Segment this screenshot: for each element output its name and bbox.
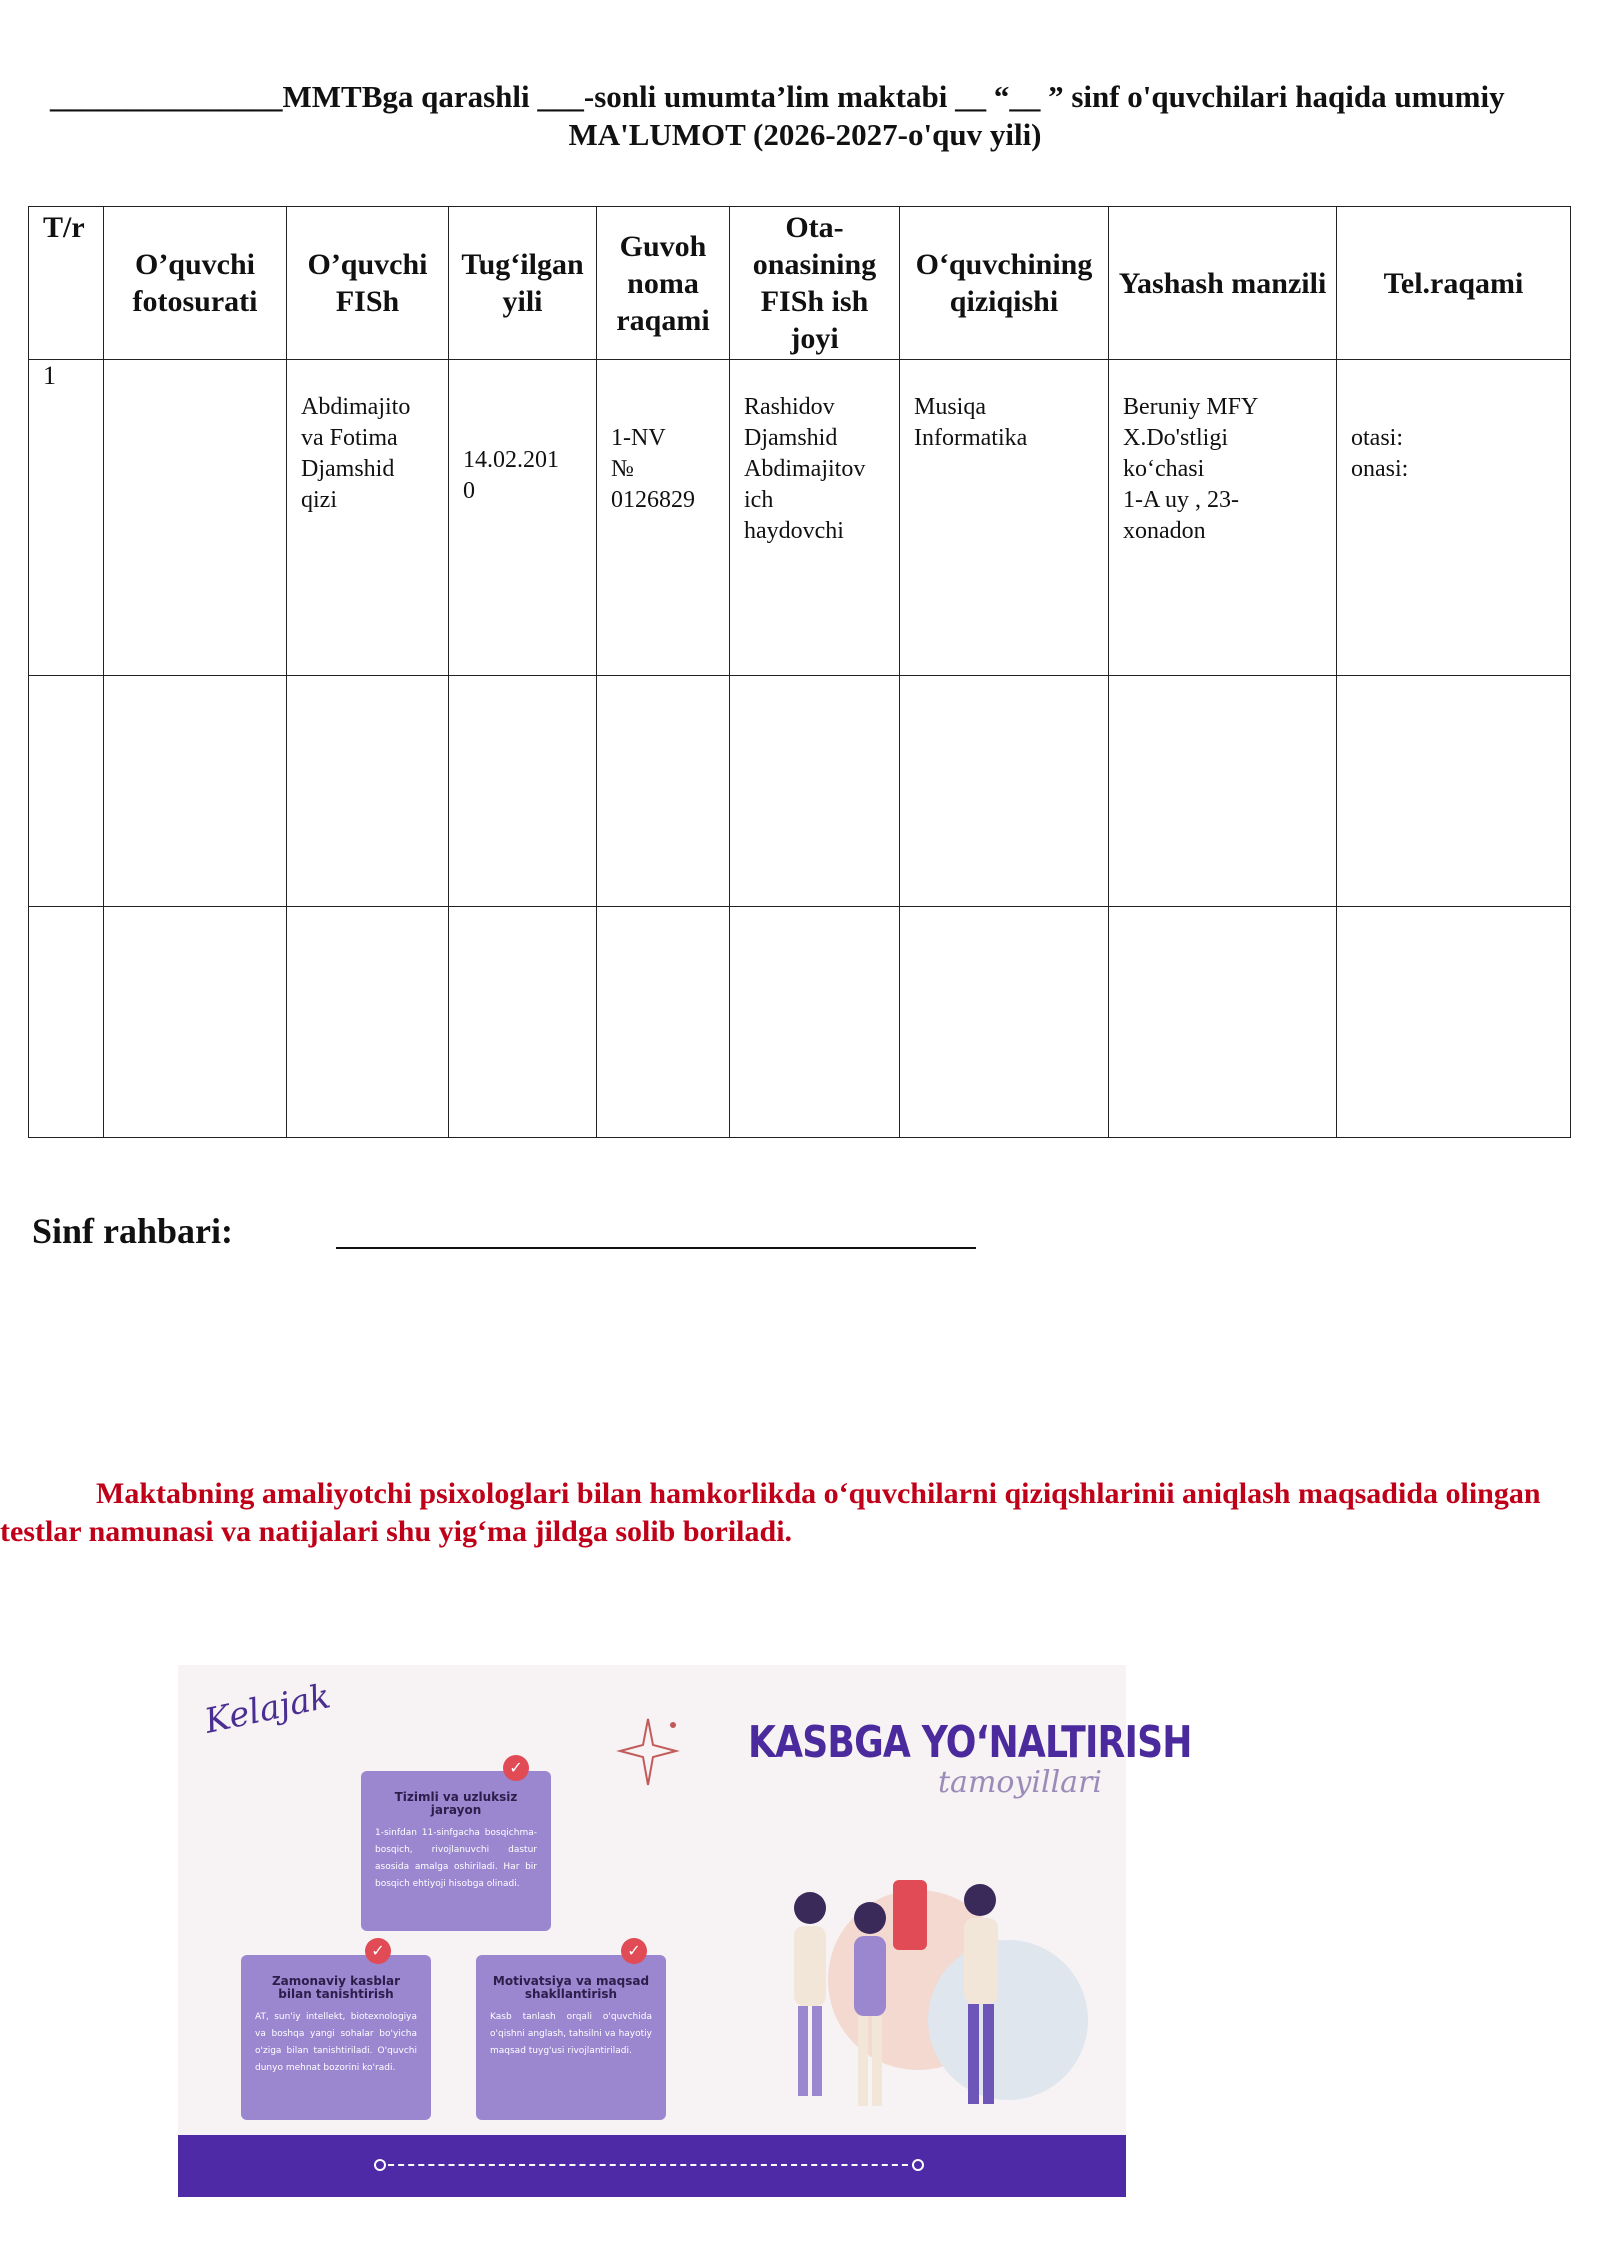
birth-year-cell bbox=[449, 360, 597, 676]
cell-line: 0 bbox=[463, 478, 475, 504]
column-header: O’quvchi FISh bbox=[287, 207, 449, 360]
table-row-empty bbox=[29, 907, 1571, 1138]
poster-title: KASBGA YO‘NALTIRISH bbox=[748, 1717, 1192, 1768]
cell-line: ich bbox=[744, 487, 774, 513]
poster-subtitle: tamoyillari bbox=[938, 1765, 1103, 1800]
cell-line: Abdimajito bbox=[301, 394, 411, 420]
people-illustration bbox=[748, 1860, 1108, 2140]
parents-cell bbox=[730, 360, 900, 676]
card-title: Motivatsiya va maqsad shakllantirish bbox=[492, 1974, 650, 2001]
title-line-2: MA'LUMOT (2026-2027-o'quv yili) bbox=[568, 117, 1042, 152]
column-header: Ota-onasining FISh ish joyi bbox=[730, 207, 900, 360]
phone-cell bbox=[1337, 360, 1571, 676]
card-motivation bbox=[476, 1955, 666, 2120]
table-row-empty bbox=[29, 676, 1571, 907]
cell-line: X.Do'stligi bbox=[1123, 425, 1228, 451]
cell-line: Musiqa bbox=[914, 394, 986, 420]
class-teacher-label: Sinf rahbari: bbox=[32, 1211, 234, 1251]
table-header-row bbox=[29, 207, 1571, 360]
column-header: Yashash manzili bbox=[1109, 207, 1337, 360]
cell-line: Rashidov bbox=[744, 394, 835, 420]
cell-line: 1-NV bbox=[611, 425, 666, 451]
cell-line: 14.02.201 bbox=[463, 447, 559, 473]
card-title: Zamonaviy kasblar bilan tanishtirish bbox=[271, 1974, 401, 2001]
sparkle-icon bbox=[618, 1717, 678, 1787]
poster-footer-bar bbox=[178, 2135, 1126, 2197]
kelajak-logo: Kelajak bbox=[201, 1676, 334, 1742]
student-info-table bbox=[28, 206, 1571, 1138]
cell-line: onasi: bbox=[1351, 456, 1409, 482]
card-body: Kasb tanlash orqali o'quvchida o'qishni anglash, tahsilni va hayotiy maqsad tuyg'usi rivojlantiriladi. bbox=[490, 2012, 652, 2056]
cell-line: № bbox=[611, 456, 634, 482]
cell-line: va Fotima bbox=[301, 425, 398, 451]
check-icon: ✓ bbox=[365, 1938, 391, 1964]
card-body: AT, sun'iy intellekt, biotexnologiya va boshqa yangi sohalar bo'yicha o'ziga bilan tanishtiriladi. O'quvchi dunyo mehnat bozorini ko'radi. bbox=[255, 2012, 417, 2073]
signature-line bbox=[336, 1247, 976, 1249]
column-header: T/r bbox=[29, 207, 104, 360]
cell-line: haydovchi bbox=[744, 518, 844, 544]
column-header: Guvoh noma raqami bbox=[597, 207, 730, 360]
progress-track bbox=[378, 2164, 918, 2166]
track-start-dot bbox=[374, 2159, 386, 2171]
student-photo-cell bbox=[104, 360, 287, 676]
address-cell bbox=[1109, 360, 1337, 676]
cell-line: 0126829 bbox=[611, 487, 695, 513]
cell-line: ko‘chasi bbox=[1123, 456, 1205, 482]
document-title bbox=[40, 78, 1570, 154]
card-body: 1-sinfdan 11-sinfgacha bosqichma-bosqich, rivojlanuvchi dastur asosida amalga oshiriladi. Har bir bosqich ehtiyoji hisobga olinadi. bbox=[375, 1828, 537, 1889]
interest-cell bbox=[900, 360, 1109, 676]
cell-line: qizi bbox=[301, 487, 337, 513]
column-header: O‘quvchining qiziqishi bbox=[900, 207, 1109, 360]
track-end-dot bbox=[912, 2159, 924, 2171]
check-icon: ✓ bbox=[621, 1938, 647, 1964]
cell-line: Informatika bbox=[914, 425, 1028, 451]
cell-line: Djamshid bbox=[301, 456, 395, 482]
card-systematic bbox=[361, 1771, 551, 1931]
check-icon: ✓ bbox=[503, 1755, 529, 1781]
cell-line: 1-A uy , 23- bbox=[1123, 487, 1239, 513]
column-header: Tel.raqami bbox=[1337, 207, 1571, 360]
student-fish-cell bbox=[287, 360, 449, 676]
cell-line: Djamshid bbox=[744, 425, 838, 451]
table-row bbox=[29, 360, 1571, 676]
column-header: Tug‘ilgan yili bbox=[449, 207, 597, 360]
cell-line: otasi: bbox=[1351, 425, 1403, 451]
cell-line: Beruniy MFY bbox=[1123, 394, 1259, 420]
row-number: 1 bbox=[29, 360, 104, 676]
career-guidance-poster bbox=[178, 1665, 1192, 2197]
cell-line: Abdimajitov bbox=[744, 456, 866, 482]
psychologist-note: Maktabning amaliyotchi psixologlari bilan hamkorlikda o‘quvchilarni qiziqshlarinii aniqlash maqsadida olingan testlar namunasi va natijalari shu yig‘ma jildga solib boriladi. bbox=[0, 1477, 1541, 1548]
card-title: Tizimli va uzluksiz jarayon bbox=[394, 1790, 518, 1817]
card-modern-professions bbox=[241, 1955, 431, 2120]
column-header: O’quvchi fotosurati bbox=[104, 207, 287, 360]
certificate-cell bbox=[597, 360, 730, 676]
title-line-1: _______________MMTBga qarashli ___-sonli umumta’lim maktabi __ “__ ” sinf o'quvchilari haqida umumiy bbox=[50, 79, 1505, 114]
cell-line: xonadon bbox=[1123, 518, 1206, 544]
